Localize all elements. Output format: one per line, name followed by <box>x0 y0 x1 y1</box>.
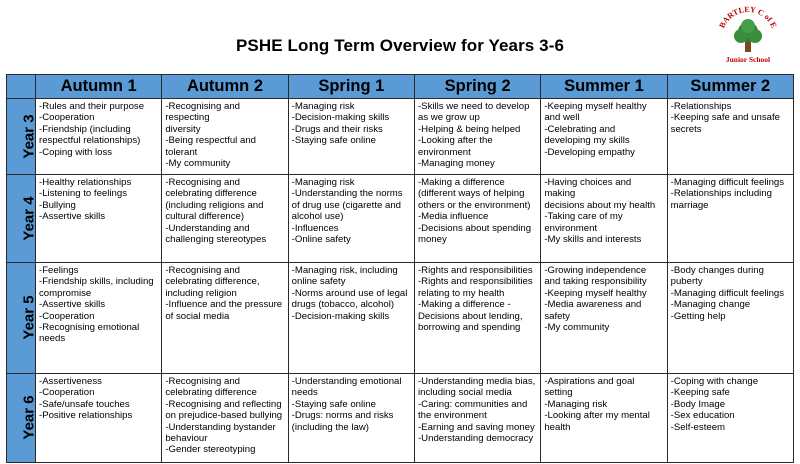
year-label-cell <box>7 175 36 263</box>
topic-line: -Understanding emotional <box>291 376 402 387</box>
topic-line: and well <box>544 112 580 124</box>
topic-line: on prejudice-based bullying <box>165 410 283 422</box>
topic-line: -Cooperation <box>39 387 95 399</box>
topic-cell <box>36 99 162 175</box>
topic-line: -Getting help <box>670 310 726 322</box>
topic-line: (different ways of helping <box>417 188 525 200</box>
topic-line: needs <box>39 333 66 345</box>
topic-line: challenging stereotypes <box>165 234 267 246</box>
topic-line: -Bullying <box>39 199 76 211</box>
topic-line: as we grow up <box>417 112 480 124</box>
topic-cell <box>162 263 288 374</box>
topic-line: -Recognising and reflecting <box>165 398 282 410</box>
topic-line: borrowing and spending <box>417 322 521 334</box>
topic-line: -Skills we need to develop <box>417 101 530 112</box>
topic-line: -Listening to feelings <box>39 188 127 200</box>
year-label: Year 5 <box>20 295 38 340</box>
topic-line: relating to my health <box>417 287 505 299</box>
topic-line: tolerant <box>165 146 198 158</box>
topic-line: marriage <box>670 199 709 211</box>
topic-cell <box>414 263 540 374</box>
topic-cell <box>36 175 162 263</box>
table-row <box>7 374 794 463</box>
topic-line: -My community <box>544 322 610 334</box>
school-logo <box>712 2 784 68</box>
topic-line: -Earning and saving money <box>417 421 535 433</box>
topic-cell <box>414 175 540 263</box>
topic-line: -Positive relationships <box>39 410 133 422</box>
overview-table <box>6 74 794 463</box>
topic-line: compromise <box>39 287 92 299</box>
topic-line: decisions about my health <box>544 199 656 211</box>
topic-line: -Recognising and <box>165 177 240 188</box>
topic-cell <box>667 99 793 175</box>
topic-line: -Sex education <box>670 410 735 422</box>
topic-cell <box>162 99 288 175</box>
topic-line: -Managing risk <box>291 177 355 188</box>
topic-line: -Understanding and <box>165 222 250 234</box>
topic-line: -Managing difficult feelings <box>670 177 785 188</box>
topic-line: -Understanding bystander <box>165 421 276 433</box>
topic-line: -Coping with loss <box>39 146 113 158</box>
topic-cell <box>667 374 793 463</box>
header-row <box>7 75 794 99</box>
topic-line: Decisions about lending, <box>417 310 523 322</box>
topic-cell <box>288 263 414 374</box>
table-row <box>7 99 794 175</box>
topic-line: -Taking care of my <box>544 211 623 223</box>
topic-line: -Caring: communities and <box>417 398 528 410</box>
topic-line: -Managing risk <box>291 101 355 112</box>
topic-line: -Looking after my mental <box>544 410 650 422</box>
topic-line: -Assertive skills <box>39 299 106 311</box>
topic-line: celebrating difference, <box>165 276 260 288</box>
topic-line: -Recognising and <box>165 376 240 387</box>
topic-line: needs <box>291 387 318 399</box>
topic-line: -Safe/unsafe touches <box>39 398 130 410</box>
year-label-cell <box>7 374 36 463</box>
topic-line: drugs (tobacco, alcohol) <box>291 299 395 311</box>
topic-line: -Having choices and making <box>544 177 632 200</box>
column-header: Summer 1 <box>541 75 667 99</box>
topic-cell <box>288 175 414 263</box>
logo-bottom-text: Junior School <box>725 55 771 64</box>
topic-line: money <box>417 234 447 246</box>
year-label: Year 4 <box>20 195 38 241</box>
topic-line: behaviour <box>165 433 208 445</box>
logo-top-text: BARTLEY C of E <box>717 4 779 30</box>
topic-line: -Assertiveness <box>39 376 102 387</box>
topic-line: -Managing risk, including <box>291 265 398 276</box>
topic-line: -Drugs: norms and risks <box>291 410 394 422</box>
topic-line: environment <box>417 146 471 158</box>
topic-cell <box>541 175 667 263</box>
topic-line: -Friendship (including <box>39 123 131 135</box>
topic-line: of social media <box>165 310 230 322</box>
topic-line: -Media awareness and <box>544 299 642 311</box>
topic-cell <box>288 374 414 463</box>
corner-cell <box>7 75 36 99</box>
topic-line: health <box>544 421 571 433</box>
topic-cell <box>162 175 288 263</box>
topic-cell <box>667 175 793 263</box>
topic-line: -Managing money <box>417 158 495 170</box>
topic-line: -Body Image <box>670 398 726 410</box>
topic-line: -Norms around use of legal <box>291 287 408 299</box>
topic-line: -Rules and their purpose <box>39 101 145 112</box>
topic-line: -Assertive skills <box>39 211 106 223</box>
year-label-cell <box>7 99 36 175</box>
topic-line: -Cooperation <box>39 310 95 322</box>
topic-line: -Recognising and <box>165 265 240 276</box>
topic-line: -Relationships <box>670 101 732 112</box>
topic-line: -Managing risk <box>544 398 608 410</box>
topic-line: including social media <box>417 387 512 399</box>
year-label-cell <box>7 263 36 374</box>
topic-cell <box>162 374 288 463</box>
topic-line: and taking responsibility <box>544 276 647 288</box>
topic-line: -My community <box>165 158 231 170</box>
topic-line: cultural difference) <box>165 211 245 223</box>
topic-line: -Making a difference <box>417 177 505 188</box>
topic-line: -Recognising and respecting <box>165 101 240 124</box>
topic-line: -Aspirations and goal <box>544 376 635 387</box>
topic-line: -Decision-making skills <box>291 310 390 322</box>
topic-cell <box>541 263 667 374</box>
topic-line: -Keeping myself healthy <box>544 287 647 299</box>
topic-cell <box>541 374 667 463</box>
topic-line: -Body changes during <box>670 265 764 276</box>
topic-line: puberty <box>670 276 703 288</box>
topic-line: -Gender stereotyping <box>165 444 256 456</box>
topic-line: secrets <box>670 123 702 135</box>
year-label: Year 3 <box>20 113 38 159</box>
topic-line: -Feelings <box>39 265 79 276</box>
topic-line: setting <box>544 387 573 399</box>
topic-line: -Recognising emotional <box>39 322 140 334</box>
topic-line: the environment <box>417 410 487 422</box>
column-header: Summer 2 <box>667 75 793 99</box>
topic-line: -Celebrating and <box>544 123 616 135</box>
topic-line: others or the environment) <box>417 199 531 211</box>
topic-cell <box>288 99 414 175</box>
topic-line: -Understanding media bias, <box>417 376 536 387</box>
topic-line: -Managing difficult feelings <box>670 287 785 299</box>
topic-line: of drug use (cigarette and <box>291 199 401 211</box>
topic-line: -Developing empathy <box>544 146 635 158</box>
topic-line: -Looking after the <box>417 135 493 147</box>
topic-line: respectful relationships) <box>39 135 141 147</box>
topic-line: -Making a difference - <box>417 299 511 311</box>
topic-line: -My skills and interests <box>544 234 642 246</box>
topic-line: diversity <box>165 123 201 135</box>
column-header: Spring 2 <box>414 75 540 99</box>
topic-line: (including religions and <box>165 199 264 211</box>
topic-line: -Coping with change <box>670 376 759 387</box>
topic-line: -Decision-making skills <box>291 112 390 124</box>
topic-line: -Relationships including <box>670 188 772 200</box>
topic-cell <box>667 263 793 374</box>
topic-line: -Helping & being helped <box>417 123 521 135</box>
topic-line: (including the law) <box>291 421 369 433</box>
topic-line: -Keeping safe and unsafe <box>670 112 780 124</box>
topic-line: -Friendship skills, including <box>39 276 154 288</box>
topic-line: -Being respectful and <box>165 135 256 147</box>
year-label: Year 6 <box>20 395 38 440</box>
topic-line: -Managing change <box>670 299 751 311</box>
table-row <box>7 263 794 374</box>
topic-line: online safety <box>291 276 346 288</box>
topic-line: alcohol use) <box>291 211 344 223</box>
topic-line: -Staying safe online <box>291 398 376 410</box>
topic-line: -Drugs and their risks <box>291 123 383 135</box>
topic-line: celebrating difference <box>165 387 257 399</box>
column-header: Autumn 1 <box>36 75 162 99</box>
topic-line: -Media influence <box>417 211 489 223</box>
topic-line: -Online safety <box>291 234 351 246</box>
topic-line: including religion <box>165 287 237 299</box>
topic-cell <box>414 99 540 175</box>
topic-line: -Influence and the pressure <box>165 299 283 311</box>
topic-line: -Rights and responsibilities <box>417 276 533 288</box>
table-row <box>7 175 794 263</box>
topic-line: -Influences <box>291 222 339 234</box>
topic-line: -Self-esteem <box>670 421 726 433</box>
page-title: PSHE Long Term Overview for Years 3-6 <box>235 36 565 55</box>
topic-cell <box>36 374 162 463</box>
topic-line: -Growing independence <box>544 265 647 276</box>
topic-line: developing my skills <box>544 135 630 147</box>
topic-line: -Understanding the norms <box>291 188 403 200</box>
topic-line: -Keeping myself healthy <box>544 101 647 112</box>
topic-line: -Rights and responsibilities <box>417 265 533 276</box>
topic-cell <box>36 263 162 374</box>
topic-line: safety <box>544 310 570 322</box>
column-header: Spring 1 <box>288 75 414 99</box>
tree-icon <box>734 19 762 52</box>
topic-cell <box>414 374 540 463</box>
topic-line: celebrating difference <box>165 188 257 200</box>
topic-line: -Healthy relationships <box>39 177 132 188</box>
topic-line: -Cooperation <box>39 112 95 124</box>
topic-cell <box>541 99 667 175</box>
topic-line: -Decisions about spending <box>417 222 532 234</box>
column-header: Autumn 2 <box>162 75 288 99</box>
topic-line: environment <box>544 222 598 234</box>
topic-line: -Understanding democracy <box>417 433 534 445</box>
topic-line: -Keeping safe <box>670 387 730 399</box>
topic-line: -Staying safe online <box>291 135 376 147</box>
